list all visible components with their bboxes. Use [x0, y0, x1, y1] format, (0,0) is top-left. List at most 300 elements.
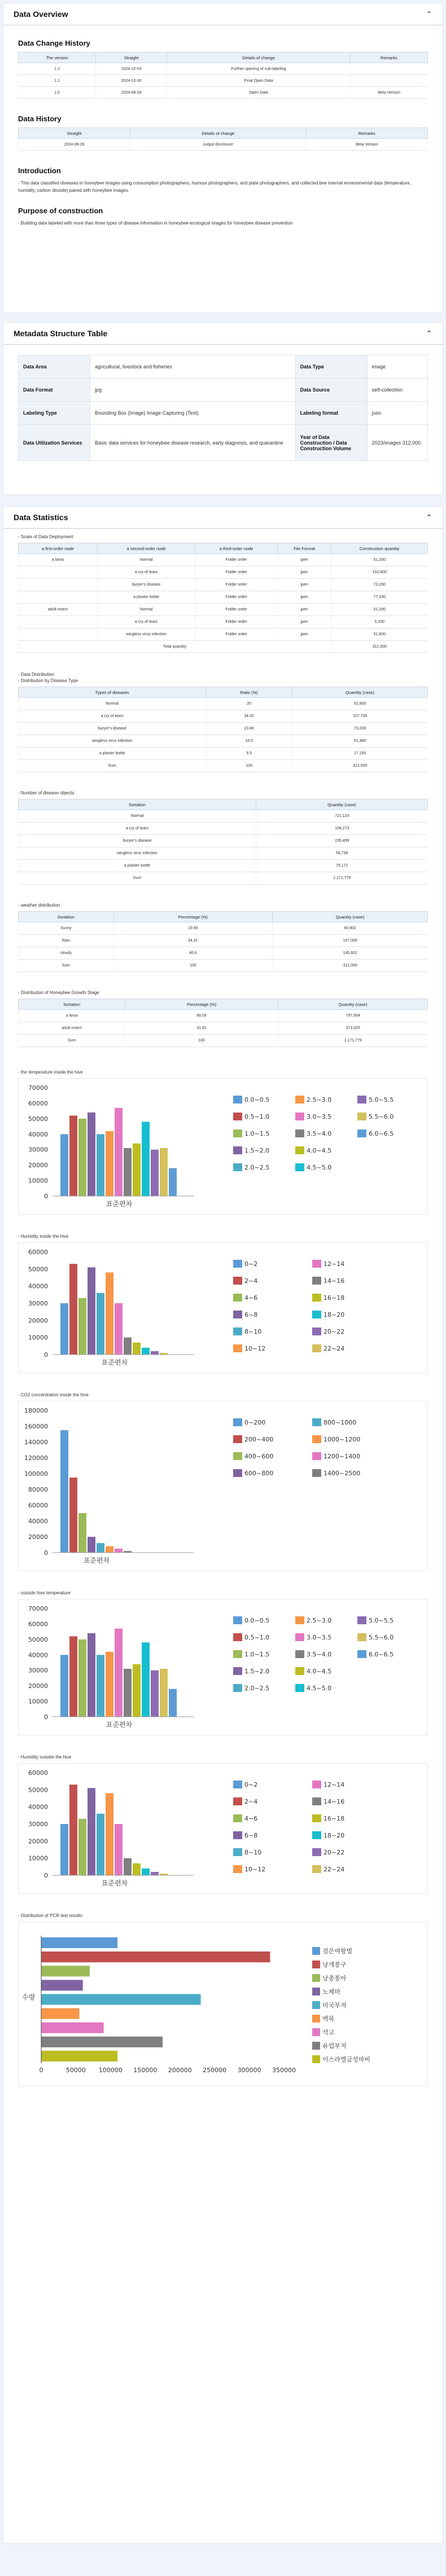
y-tick-label: 40000 [28, 1282, 48, 1290]
y-tick-label: 30000 [28, 1821, 48, 1828]
table-row [19, 935, 428, 947]
y-tick-label: 50000 [28, 1265, 48, 1273]
table-cell: jpen [277, 554, 331, 566]
table-cell: a plaster bottle [19, 748, 206, 760]
bar [169, 1168, 177, 1196]
chart-title: - Humidity outside the hive [18, 1755, 72, 1760]
bar [151, 1872, 159, 1875]
table-cell: 31.91 [125, 1022, 278, 1035]
legend-label: 0~2 [244, 1781, 258, 1788]
legend-swatch [312, 2028, 320, 2036]
y-tick-label: 0 [44, 1351, 48, 1359]
bar [41, 2037, 163, 2047]
bar [106, 1546, 113, 1553]
table-cell: 51,200 [331, 554, 428, 566]
table-row [19, 1035, 428, 1047]
legend-swatch [312, 1418, 321, 1426]
table-row [19, 835, 428, 847]
legend-label: 14~16 [323, 1277, 345, 1285]
legend-swatch [233, 1294, 242, 1302]
chevron-up-icon[interactable]: ⌃ [426, 328, 432, 338]
chart-title: - Humidity inside the hive [18, 1234, 69, 1239]
table-cell: 51,600 [331, 628, 428, 641]
bar [160, 1669, 168, 1717]
table-row: Data Utilization Services Basic data services for honeybee disease research, early diagnosis, and quarantine Year of Data Construction / Data Construction Volume 2023/images 312,000 [19, 425, 428, 461]
legend-swatch [233, 1667, 242, 1675]
table-cell: 73,200 [331, 579, 428, 591]
y-tick-label: 70000 [28, 1084, 48, 1092]
legend-swatch [312, 1960, 320, 1968]
legend-swatch [357, 1633, 366, 1641]
table-cell: 34.31 [113, 935, 272, 947]
bar [88, 1113, 95, 1196]
legend-label: 낭충봉아 [322, 1975, 347, 1982]
legend-label: 검은여왕벌 [322, 1948, 353, 1955]
bar [88, 1267, 95, 1355]
chart-container [18, 1922, 428, 2086]
table-row [19, 1022, 428, 1035]
bar [115, 1549, 123, 1553]
bar [88, 1537, 95, 1553]
table-cell: 312,000 [292, 760, 428, 772]
table-header: Straight [19, 128, 130, 139]
chart-container [18, 1078, 428, 1215]
table-cell: 16.5 [206, 735, 292, 748]
table-cell: 1,171,779 [278, 1035, 428, 1047]
legend-swatch [312, 2001, 320, 2009]
y-tick-label: 30000 [28, 1300, 48, 1307]
table-row [19, 591, 428, 604]
table-cell: 107,000 [273, 935, 428, 947]
x-tick-label: 100000 [98, 2067, 123, 2074]
table-header: Types of diseases [19, 687, 206, 698]
x-tick-label: 250000 [203, 2067, 227, 2074]
bar [142, 1122, 150, 1196]
legend-label: 1000~1200 [323, 1436, 361, 1443]
legend-label: 18~20 [323, 1311, 345, 1318]
table-row [19, 579, 428, 591]
y-tick-label: 20000 [28, 1533, 48, 1541]
x-axis-label: 표준편차 [106, 1721, 133, 1729]
legend-label: 0~2 [244, 1260, 258, 1268]
legend-label: 800~1000 [323, 1419, 357, 1426]
bar [133, 1144, 141, 1196]
table-cell: 102,800 [331, 566, 428, 579]
table-cell: wingless virus infection [97, 628, 195, 641]
legend-label: 0~200 [244, 1419, 266, 1426]
x-tick-label: 150000 [133, 2067, 158, 2074]
table-row [19, 616, 428, 628]
legend-label: 5.0~5.5 [369, 1617, 394, 1624]
table-cell [19, 591, 98, 604]
table-row [19, 922, 428, 935]
table-cell: 34.52 [206, 710, 292, 723]
table-cell: cloudy [19, 947, 114, 960]
legend-label: 6~8 [244, 1832, 258, 1839]
y-tick-label: 10000 [28, 1698, 48, 1705]
bar [160, 1148, 168, 1196]
table-cell: 100 [125, 1035, 278, 1047]
chart-svg [19, 1764, 435, 1893]
legend-swatch [233, 1129, 242, 1137]
bar [60, 1655, 68, 1717]
y-tick-label: 10000 [28, 1854, 48, 1862]
legend-label: 낭개봉구 [322, 1961, 347, 1968]
y-tick-label: 120000 [24, 1454, 48, 1462]
table-row [19, 823, 428, 835]
x-tick-label: 50000 [65, 2067, 86, 2074]
y-tick-label: 40000 [28, 1518, 48, 1525]
table-cell: Normal [19, 698, 206, 710]
table-row: 1.0 2024-06-28 Open Data Beta Version [19, 87, 428, 99]
table-row [19, 748, 428, 760]
legend-swatch [233, 1146, 242, 1154]
table-row [19, 735, 428, 748]
table-cell: adult insect [19, 604, 98, 616]
legend-swatch [312, 2015, 320, 2023]
table-header: Quantity (case) [273, 912, 428, 922]
table-row [19, 1010, 428, 1022]
table-header: File Format [277, 543, 331, 554]
legend-label: 8~10 [244, 1849, 262, 1856]
table-header: Remarks [306, 128, 428, 139]
legend-swatch [233, 1163, 242, 1171]
table-header: a third-order node [195, 543, 278, 554]
bar [115, 1108, 123, 1196]
x-axis-label: 표준편차 [101, 1879, 128, 1887]
legend-label: 5.5~6.0 [369, 1634, 394, 1641]
chart-title: - the temperature inside the hive [18, 1070, 83, 1075]
table-cell: Sum [19, 960, 114, 972]
legend-swatch [312, 1988, 320, 1995]
legend-swatch [233, 1616, 242, 1624]
bar [41, 1951, 270, 1962]
table-cell: a cry of tears [19, 710, 206, 723]
legend-swatch [357, 1616, 366, 1624]
table-cell: a larva [19, 554, 98, 566]
bar [142, 1348, 150, 1355]
legend-label: 0.5~1.0 [244, 1113, 270, 1120]
y-tick-label: 50000 [28, 1636, 48, 1643]
bar [88, 1788, 95, 1875]
table-cell: buryer's disease [19, 723, 206, 735]
y-axis-label: 수량 [22, 1993, 36, 2001]
y-tick-label: 50000 [28, 1115, 48, 1123]
y-tick-label: 160000 [24, 1423, 48, 1430]
scale-title: - Scale of Data Deployment [18, 534, 73, 539]
legend-label: 18~20 [323, 1832, 345, 1839]
metadata-header[interactable] [3, 323, 443, 345]
table-row [19, 860, 428, 872]
legend-label: 유럽부저 [322, 2042, 347, 2050]
table-cell: wingless virus infection [19, 735, 206, 748]
bar [151, 1150, 159, 1196]
bar [97, 1655, 104, 1717]
table-cell: 77,100 [331, 591, 428, 604]
x-axis-label: 표준편차 [106, 1200, 133, 1208]
table-cell: a larva [19, 1010, 125, 1022]
table-cell: Folder order [195, 566, 278, 579]
legend-label: 14~16 [323, 1798, 345, 1805]
legend-label: 4.0~4.5 [307, 1668, 332, 1675]
table-cell: Rain [19, 935, 114, 947]
table-cell: 60,802 [273, 922, 428, 935]
legend-label: 22~24 [323, 1866, 345, 1873]
legend-label: 6.0~6.5 [369, 1651, 394, 1658]
bar [106, 1793, 113, 1875]
table-header: a first-order node [19, 543, 98, 554]
table-header: Ratio (%) [206, 687, 292, 698]
table-cell: 68.09 [125, 1010, 278, 1022]
table-row [19, 847, 428, 860]
y-tick-label: 40000 [28, 1651, 48, 1659]
legend-swatch [312, 1797, 321, 1805]
bar [60, 1824, 68, 1875]
table-cell: Folder order [195, 616, 278, 628]
bar [142, 1869, 150, 1875]
legend-swatch [312, 1260, 321, 1268]
chart-title: - outside hive temperature [18, 1590, 71, 1595]
bar [106, 1131, 113, 1196]
bar [115, 1824, 123, 1875]
table-row [19, 628, 428, 641]
chart-svg [19, 1243, 435, 1373]
table-cell: Folder order [195, 628, 278, 641]
disease-type-table [18, 687, 428, 772]
legend-swatch [312, 1814, 321, 1822]
bar [124, 1669, 132, 1717]
legend-label: 3.5~4.0 [307, 1130, 332, 1137]
weather-table [18, 911, 428, 972]
table-cell: 373,925 [278, 1022, 428, 1035]
table-row: 1.1 2024-10-30 Final Open Data [19, 75, 428, 87]
table-cell: buryer's disease [97, 579, 195, 591]
legend-swatch [233, 1469, 242, 1477]
table-cell: Folder order [195, 604, 278, 616]
table-cell [19, 566, 98, 579]
bar [78, 1513, 86, 1553]
legend-swatch [233, 1344, 242, 1352]
table-cell: Folder order [195, 554, 278, 566]
legend-label: 노제마 [322, 1988, 340, 1995]
legend-swatch [295, 1684, 304, 1692]
table-header: Percentage (%) [125, 999, 278, 1010]
table-header: Quantity (case) [256, 799, 428, 810]
table-cell [19, 616, 98, 628]
table-cell: 100 [113, 960, 272, 972]
legend-label: 10~12 [244, 1345, 266, 1352]
legend-swatch [233, 1327, 242, 1335]
y-tick-label: 20000 [28, 1162, 48, 1170]
x-tick-label: 350000 [272, 2067, 296, 2074]
legend-swatch [312, 1327, 321, 1335]
bar [69, 1264, 77, 1355]
legend-label: 4.5~5.0 [307, 1164, 332, 1171]
legend-label: 2~4 [244, 1798, 258, 1805]
legend-swatch [312, 1865, 321, 1873]
table-cell: a cry of tears [97, 616, 195, 628]
table-row [19, 947, 428, 960]
data-history-table [18, 128, 428, 151]
table-header: Details of change [130, 128, 306, 139]
table-cell: a plaster bottle [19, 860, 256, 872]
legend-label: 1.5~2.0 [244, 1147, 270, 1154]
table-header: Sortation [19, 799, 256, 810]
legend-swatch [233, 1797, 242, 1805]
table-header: Construction quantity [331, 543, 428, 554]
chart-container [18, 1763, 428, 1894]
legend-swatch [233, 1633, 242, 1641]
legend-label: 22~24 [323, 1345, 345, 1352]
legend-swatch [295, 1163, 304, 1171]
table-row [19, 604, 428, 616]
table-cell: 1,171,779 [256, 872, 428, 885]
bar [97, 1293, 104, 1355]
table-cell: wingless virus infection [19, 847, 256, 860]
table-cell: jpen [277, 604, 331, 616]
legend-swatch [312, 1974, 320, 1982]
legend-label: 1.5~2.0 [244, 1668, 270, 1675]
table-cell: jpen [277, 566, 331, 579]
data-statistics-title: Data Statistics [14, 513, 68, 522]
bar [60, 1303, 68, 1355]
chart-container [18, 1599, 428, 1735]
legend-swatch [312, 2042, 320, 2050]
legend-swatch [312, 1294, 321, 1302]
total-label: Total quantity [19, 641, 331, 653]
y-tick-label: 10000 [28, 1177, 48, 1185]
legend-label: 3.0~3.5 [307, 1113, 332, 1120]
legend-swatch [233, 1260, 242, 1268]
table-cell: Normal [97, 604, 195, 616]
purpose-title: Purpose of construction [18, 206, 103, 215]
y-tick-label: 70000 [28, 1605, 48, 1612]
legend-label: 3.5~4.0 [307, 1651, 332, 1658]
bar [41, 2008, 80, 2019]
y-tick-label: 140000 [24, 1439, 48, 1446]
legend-swatch [312, 1435, 321, 1443]
legend-label: 20~22 [323, 1849, 345, 1856]
bar [78, 1119, 86, 1196]
table-header: Percentage (%) [113, 912, 272, 922]
table-cell: adult insect [19, 1022, 125, 1035]
legend-swatch [295, 1129, 304, 1137]
y-tick-label: 30000 [28, 1146, 48, 1154]
legend-label: 2.0~2.5 [244, 1164, 270, 1171]
legend-label: 1200~1400 [323, 1453, 361, 1460]
legend-swatch [233, 1684, 242, 1692]
table-cell: jpen [277, 616, 331, 628]
table-cell: 56,736 [256, 847, 428, 860]
x-axis-label: 표준편차 [101, 1359, 128, 1366]
legend-label: 0.0~0.5 [244, 1096, 270, 1104]
bar [69, 1784, 77, 1875]
table-total-row [19, 641, 428, 653]
y-tick-label: 20000 [28, 1317, 48, 1325]
data-statistics-header[interactable] [3, 507, 443, 529]
y-tick-label: 30000 [28, 1667, 48, 1674]
table-cell: a plaster bottle [97, 591, 195, 604]
table-cell: Sum [19, 760, 206, 772]
introduction-title: Introduction [18, 166, 61, 175]
table-row [19, 698, 428, 710]
bar [60, 1430, 68, 1553]
legend-label: 12~14 [323, 1260, 345, 1268]
chevron-up-icon[interactable]: ⌃ [426, 9, 432, 19]
table-cell: 62,800 [292, 698, 428, 710]
legend-label: 5.0~5.5 [369, 1096, 394, 1104]
legend-swatch [312, 1831, 321, 1839]
legend-swatch [233, 1113, 242, 1120]
legend-swatch [357, 1096, 366, 1104]
data-history-title: Data History [18, 115, 62, 123]
bar [69, 1478, 77, 1553]
table-cell: 73,200 [292, 723, 428, 735]
bar [41, 2023, 104, 2033]
table-row: 1.2 2024-12-03 Further opening of sub-labeling [19, 63, 428, 75]
y-tick-label: 20000 [28, 1682, 48, 1690]
chart-svg [19, 1599, 435, 1735]
y-tick-label: 0 [44, 1193, 48, 1200]
bar [142, 1642, 150, 1717]
legend-label: 4~6 [244, 1294, 258, 1302]
purpose-text: - Building data labeled with more than three types of disease information in honeybee-ecological images for honeybee disease prevention [18, 221, 293, 226]
legend-label: 4.5~5.0 [307, 1685, 332, 1692]
legend-swatch [295, 1650, 304, 1658]
table-cell [19, 628, 98, 641]
legend-label: 6.0~6.5 [369, 1130, 394, 1137]
table-cell: jpen [277, 591, 331, 604]
table-row: Data Format jpg Data Source self-collection [19, 379, 428, 402]
chevron-up-icon[interactable]: ⌃ [426, 512, 432, 522]
legend-label: 2.5~3.0 [307, 1096, 332, 1104]
legend-swatch [357, 1113, 366, 1120]
table-cell: 100 [206, 760, 292, 772]
table-cell: Sum [19, 872, 256, 885]
legend-swatch [295, 1667, 304, 1675]
legend-swatch [233, 1865, 242, 1873]
table-cell: Folder order [195, 579, 278, 591]
table-cell: 51,480 [292, 735, 428, 748]
table-cell: Folder order [195, 591, 278, 604]
bar [69, 1636, 77, 1717]
bar [124, 1338, 132, 1355]
bar [133, 1343, 141, 1355]
y-tick-label: 10000 [28, 1334, 48, 1342]
legend-swatch [233, 1814, 242, 1822]
legend-label: 200~400 [244, 1436, 274, 1443]
bar [97, 1543, 104, 1553]
legend-label: 백묵 [322, 2015, 335, 2023]
table-row [19, 710, 428, 723]
table-header: The version [19, 52, 96, 63]
legend-swatch [357, 1650, 366, 1658]
bar [41, 1937, 117, 1948]
table-cell: 79,172 [256, 860, 428, 872]
legend-label: 2.5~3.0 [307, 1617, 332, 1624]
legend-swatch [312, 1781, 321, 1788]
x-tick-label: 300000 [237, 2067, 261, 2074]
legend-swatch [295, 1096, 304, 1104]
bar [78, 1639, 86, 1717]
y-tick-label: 40000 [28, 1803, 48, 1811]
growth-table [18, 999, 428, 1047]
chart-svg [19, 1401, 435, 1571]
y-tick-label: 180000 [24, 1407, 48, 1414]
chart-container [18, 1401, 428, 1571]
data-overview-header[interactable] [3, 3, 443, 25]
bar [97, 1134, 104, 1196]
